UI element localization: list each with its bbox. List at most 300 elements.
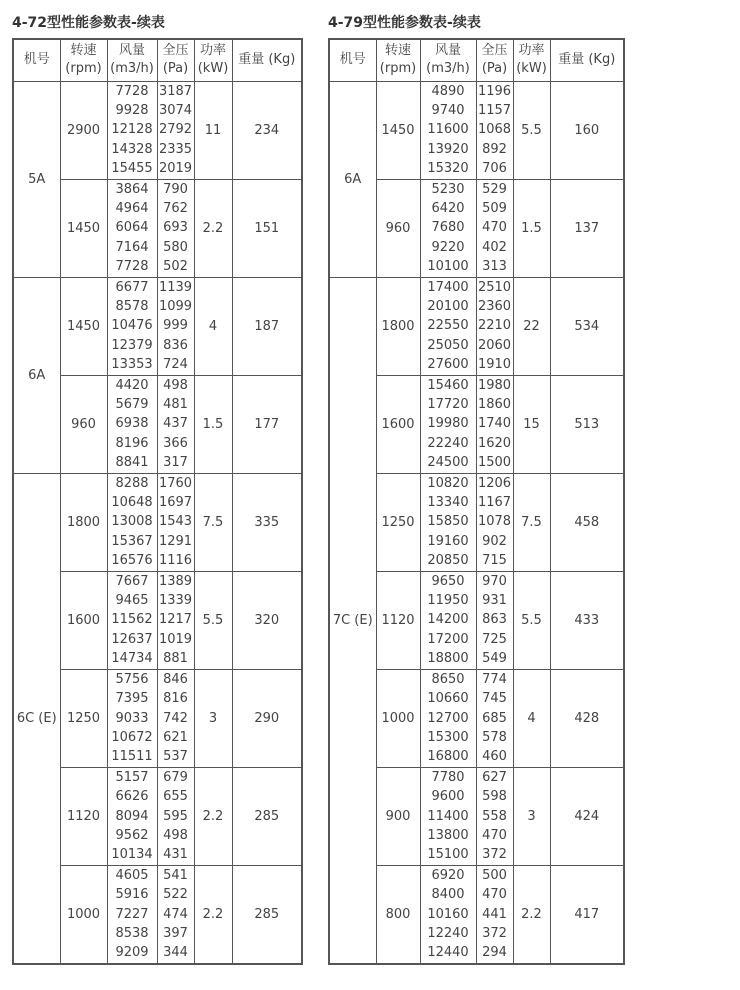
pressure-cell	[157, 375, 194, 473]
airflow-value: 9465	[115, 593, 149, 609]
airflow-value: 8094	[115, 808, 149, 824]
speed-cell: 960	[376, 179, 420, 277]
airflow-value: 19160	[427, 533, 469, 549]
airflow-value: 20850	[427, 553, 469, 569]
airflow-value: 8400	[431, 887, 465, 903]
header-unit: (kW)	[197, 61, 229, 77]
airflow-value: 13800	[427, 827, 469, 843]
airflow-value: 20100	[427, 298, 469, 314]
header-label: 风量	[434, 43, 461, 59]
pressure-value: 1157	[477, 102, 512, 118]
power-cell: 2.2	[513, 865, 550, 964]
pressure-value: 2019	[158, 161, 193, 177]
airflow-value: 13008	[111, 514, 153, 530]
right-table-title: 4-79型性能参数表-续表	[328, 15, 481, 31]
pressure-value: 598	[482, 789, 507, 805]
power-cell: 5.5	[513, 571, 550, 669]
weight-cell: 151	[232, 179, 302, 277]
speed-cell: 1450	[60, 277, 107, 375]
pressure-value: 294	[482, 945, 507, 961]
pressure-value: 3074	[158, 102, 193, 118]
pressure-value: 1116	[158, 553, 193, 569]
weight-cell: 177	[232, 375, 302, 473]
airflow-value: 22240	[427, 435, 469, 451]
header-label: 风量	[118, 43, 145, 59]
header-unit: (rpm)	[379, 61, 417, 77]
pressure-value: 366	[163, 435, 188, 451]
power-cell: 22	[513, 277, 550, 375]
pressure-value: 1217	[158, 612, 193, 628]
weight-cell: 285	[232, 865, 302, 964]
airflow-value: 5157	[115, 769, 149, 785]
airflow-value: 12379	[111, 337, 153, 353]
pressure-value: 1980	[477, 377, 512, 393]
airflow-value: 8538	[115, 925, 149, 941]
pressure-value: 902	[482, 533, 507, 549]
pressure-value: 313	[482, 259, 507, 275]
pressure-value: 706	[482, 161, 507, 177]
weight-cell: 417	[550, 865, 624, 964]
airflow-value: 9033	[115, 710, 149, 726]
airflow-cell	[420, 473, 476, 571]
header-row	[329, 39, 624, 81]
pressure-value: 745	[482, 691, 507, 707]
airflow-value: 6064	[115, 220, 149, 236]
header-row	[13, 39, 302, 81]
header-model	[13, 39, 60, 81]
pressure-cell	[157, 473, 194, 571]
pressure-cell	[476, 767, 513, 865]
header-label: 重量 (Kg)	[558, 52, 616, 68]
airflow-value: 10476	[111, 318, 153, 334]
airflow-value: 7680	[431, 220, 465, 236]
airflow-value: 5756	[115, 671, 149, 687]
pressure-cell	[157, 767, 194, 865]
pressure-value: 715	[482, 553, 507, 569]
airflow-cell	[107, 865, 157, 964]
model-cell: 6A	[13, 277, 60, 473]
header-label: 重量 (Kg)	[238, 52, 296, 68]
table-row	[13, 81, 302, 179]
model-cell: 6C (E)	[13, 473, 60, 964]
speed-cell: 1800	[376, 277, 420, 375]
airflow-value: 11950	[427, 593, 469, 609]
pressure-value: 2060	[477, 337, 512, 353]
airflow-value: 4890	[431, 83, 465, 99]
table-row	[329, 277, 624, 375]
pressure-value: 970	[482, 573, 507, 589]
airflow-value: 19980	[427, 416, 469, 432]
pressure-value: 509	[482, 200, 507, 216]
speed-cell: 800	[376, 865, 420, 964]
airflow-value: 16800	[427, 749, 469, 765]
pressure-value: 1760	[158, 475, 193, 491]
airflow-value: 9209	[115, 945, 149, 961]
pressure-value: 498	[163, 827, 188, 843]
airflow-value: 11511	[111, 749, 153, 765]
header-unit: (Pa)	[481, 61, 508, 77]
airflow-value: 10672	[111, 729, 153, 745]
airflow-cell	[420, 865, 476, 964]
header-pressure	[157, 39, 194, 81]
pressure-value: 470	[482, 827, 507, 843]
header-weight	[550, 39, 624, 81]
pressure-value: 1167	[477, 495, 512, 511]
airflow-value: 10648	[111, 495, 153, 511]
airflow-value: 15850	[427, 514, 469, 530]
pressure-value: 725	[482, 631, 507, 647]
speed-cell: 1450	[376, 81, 420, 179]
airflow-value: 22550	[427, 318, 469, 334]
airflow-value: 8196	[115, 435, 149, 451]
weight-cell: 137	[550, 179, 624, 277]
power-cell: 2.2	[194, 179, 232, 277]
model-cell: 6A	[329, 81, 376, 277]
pressure-value: 1620	[477, 435, 512, 451]
airflow-value: 14200	[427, 612, 469, 628]
airflow-value: 7227	[115, 906, 149, 922]
pressure-value: 522	[163, 887, 188, 903]
airflow-value: 10160	[427, 906, 469, 922]
pressure-value: 2510	[477, 279, 512, 295]
pressure-value: 1500	[477, 455, 512, 471]
airflow-cell	[420, 179, 476, 277]
header-label: 转速	[384, 43, 411, 59]
pressure-value: 627	[482, 769, 507, 785]
table-row	[13, 277, 302, 375]
airflow-value: 5679	[115, 397, 149, 412]
pressure-value: 437	[163, 416, 188, 432]
airflow-value: 8841	[115, 455, 149, 471]
airflow-value: 8288	[115, 475, 149, 491]
pressure-value: 685	[482, 710, 507, 726]
power-cell: 4	[194, 277, 232, 375]
airflow-value: 12637	[111, 631, 153, 647]
airflow-cell	[107, 81, 157, 179]
speed-cell: 2900	[60, 81, 107, 179]
airflow-value: 9740	[431, 102, 465, 118]
pressure-value: 655	[163, 789, 188, 805]
pressure-value: 846	[163, 671, 188, 687]
airflow-value: 15320	[427, 161, 469, 177]
airflow-value: 12128	[111, 122, 153, 138]
pressure-value: 2360	[477, 298, 512, 314]
airflow-value: 6420	[431, 200, 465, 216]
pressure-value: 470	[482, 220, 507, 236]
weight-cell: 513	[550, 375, 624, 473]
weight-cell: 234	[232, 81, 302, 179]
power-cell: 1.5	[194, 375, 232, 473]
airflow-value: 27600	[427, 357, 469, 373]
airflow-value: 17200	[427, 631, 469, 647]
weight-cell: 335	[232, 473, 302, 571]
airflow-value: 9562	[115, 827, 149, 843]
airflow-value: 15367	[111, 533, 153, 549]
left-table-title: 4-72型性能参数表-续表	[12, 15, 165, 31]
power-cell: 1.5	[513, 179, 550, 277]
header-label: 功率	[518, 43, 545, 59]
airflow-value: 10134	[111, 847, 153, 863]
pressure-value: 1291	[158, 533, 193, 549]
airflow-value: 25050	[427, 337, 469, 353]
airflow-value: 15460	[427, 377, 469, 393]
pressure-value: 1206	[477, 475, 512, 491]
header-label: 全压	[481, 43, 508, 59]
power-cell: 4	[513, 669, 550, 767]
airflow-value: 7164	[115, 239, 149, 255]
header-label: 机号	[339, 52, 366, 68]
speed-cell: 1120	[376, 571, 420, 669]
pressure-value: 1196	[477, 83, 512, 99]
speed-cell: 1000	[376, 669, 420, 767]
table-row	[13, 473, 302, 571]
pressure-value: 500	[482, 867, 507, 883]
pressure-value: 537	[163, 749, 188, 765]
pressure-value: 1019	[158, 631, 193, 647]
power-cell: 3	[194, 669, 232, 767]
header-unit: (rpm)	[65, 61, 102, 77]
weight-cell: 428	[550, 669, 624, 767]
airflow-value: 6938	[115, 416, 149, 432]
pressure-cell	[476, 81, 513, 179]
airflow-value: 3864	[115, 181, 149, 197]
power-cell: 11	[194, 81, 232, 179]
pressure-value: 816	[163, 691, 188, 707]
airflow-cell	[107, 473, 157, 571]
pressure-value: 2335	[158, 141, 193, 157]
airflow-value: 14328	[111, 141, 153, 157]
pressure-value: 580	[163, 239, 188, 255]
power-cell: 7.5	[513, 473, 550, 571]
pressure-value: 595	[163, 808, 188, 824]
pressure-value: 1543	[158, 514, 193, 530]
airflow-value: 6920	[431, 867, 465, 883]
pressure-cell	[157, 865, 194, 964]
pressure-value: 679	[163, 769, 188, 785]
airflow-value: 12240	[427, 925, 469, 941]
pressure-value: 1389	[158, 573, 193, 589]
header-speed	[60, 39, 107, 81]
airflow-value: 18800	[427, 651, 469, 667]
speed-cell: 960	[60, 375, 107, 473]
airflow-value: 9650	[431, 573, 465, 589]
pressure-value: 529	[482, 181, 507, 197]
pressure-value: 441	[482, 906, 507, 922]
pressure-value: 931	[482, 593, 507, 609]
power-cell: 5.5	[194, 571, 232, 669]
weight-cell: 285	[232, 767, 302, 865]
header-speed	[376, 39, 420, 81]
pressure-value: 549	[482, 651, 507, 667]
pressure-value: 578	[482, 729, 507, 745]
header-label: 全压	[162, 43, 189, 59]
airflow-cell	[107, 375, 157, 473]
header-power	[194, 39, 232, 81]
pressure-value: 3187	[158, 83, 193, 99]
power-cell: 3	[513, 767, 550, 865]
right-spec-table	[328, 38, 625, 965]
airflow-value: 5916	[115, 887, 149, 903]
pressure-value: 836	[163, 337, 188, 353]
pressure-cell	[476, 473, 513, 571]
header-label: 功率	[199, 43, 226, 59]
pressure-value: 621	[163, 729, 188, 745]
pressure-value: 1099	[158, 298, 193, 314]
model-cell: 7C (E)	[329, 277, 376, 964]
pressure-value: 742	[163, 710, 188, 726]
header-weight	[232, 39, 302, 81]
pressure-cell	[476, 179, 513, 277]
pressure-value: 724	[163, 357, 188, 373]
airflow-value: 6626	[115, 789, 149, 805]
model-cell: 5A	[13, 81, 60, 277]
pressure-value: 693	[163, 220, 188, 236]
airflow-value: 17400	[427, 279, 469, 295]
header-label: 转速	[70, 43, 97, 59]
airflow-cell	[420, 375, 476, 473]
airflow-value: 4420	[115, 377, 149, 393]
airflow-value: 13340	[427, 495, 469, 511]
header-power	[513, 39, 550, 81]
pressure-cell	[476, 865, 513, 964]
pressure-value: 790	[163, 181, 188, 197]
speed-cell: 1250	[60, 669, 107, 767]
speed-cell: 1250	[376, 473, 420, 571]
pressure-value: 502	[163, 259, 188, 275]
pressure-value: 344	[163, 945, 188, 961]
pressure-value: 2792	[158, 122, 193, 138]
airflow-value: 9928	[115, 102, 149, 118]
airflow-value: 5230	[431, 181, 465, 197]
pressure-value: 1860	[477, 397, 512, 412]
pressure-cell	[476, 669, 513, 767]
airflow-value: 8650	[431, 671, 465, 687]
power-cell: 2.2	[194, 767, 232, 865]
header-unit: (m3/h)	[426, 61, 470, 77]
speed-cell: 900	[376, 767, 420, 865]
pressure-value: 402	[482, 239, 507, 255]
header-label: 机号	[23, 52, 50, 68]
pressure-value: 881	[163, 651, 188, 667]
pressure-cell	[476, 375, 513, 473]
airflow-value: 10820	[427, 475, 469, 491]
airflow-value: 6677	[115, 279, 149, 295]
airflow-value: 11400	[427, 808, 469, 824]
pressure-value: 460	[482, 749, 507, 765]
pressure-cell	[157, 179, 194, 277]
header-unit: (Pa)	[162, 61, 189, 77]
pressure-value: 1910	[477, 357, 512, 373]
pressure-value: 372	[482, 847, 507, 863]
airflow-value: 16576	[111, 553, 153, 569]
header-pressure	[476, 39, 513, 81]
weight-cell: 320	[232, 571, 302, 669]
airflow-value: 10100	[427, 259, 469, 275]
pressure-value: 2210	[477, 318, 512, 334]
header-unit: (kW)	[516, 61, 547, 77]
airflow-value: 7395	[115, 691, 149, 707]
pressure-value: 1740	[477, 416, 512, 432]
airflow-value: 15300	[427, 729, 469, 745]
speed-cell: 1600	[60, 571, 107, 669]
power-cell: 7.5	[194, 473, 232, 571]
airflow-cell	[420, 277, 476, 375]
airflow-cell	[107, 277, 157, 375]
airflow-value: 7667	[115, 573, 149, 589]
airflow-cell	[107, 767, 157, 865]
airflow-value: 4964	[115, 200, 149, 216]
pressure-value: 1078	[477, 514, 512, 530]
speed-cell: 1120	[60, 767, 107, 865]
pressure-value: 762	[163, 200, 188, 216]
pressure-value: 863	[482, 612, 507, 628]
weight-cell: 424	[550, 767, 624, 865]
speed-cell: 1000	[60, 865, 107, 964]
airflow-value: 15100	[427, 847, 469, 863]
pressure-value: 892	[482, 141, 507, 157]
power-cell: 5.5	[513, 81, 550, 179]
airflow-value: 11562	[111, 612, 153, 628]
pressure-value: 1139	[158, 279, 193, 295]
pressure-value: 999	[163, 318, 188, 334]
pressure-value: 1068	[477, 122, 512, 138]
airflow-value: 12440	[427, 945, 469, 961]
pressure-cell	[157, 81, 194, 179]
pressure-value: 372	[482, 925, 507, 941]
pressure-value: 397	[163, 925, 188, 941]
header-airflow	[420, 39, 476, 81]
pressure-value: 1697	[158, 495, 193, 511]
airflow-value: 10660	[427, 691, 469, 707]
pressure-cell	[157, 669, 194, 767]
left-spec-table	[12, 38, 303, 965]
pressure-value: 774	[482, 671, 507, 687]
speed-cell: 1450	[60, 179, 107, 277]
airflow-value: 9220	[431, 239, 465, 255]
pressure-value: 498	[163, 377, 188, 393]
airflow-value: 11600	[427, 122, 469, 138]
header-airflow	[107, 39, 157, 81]
power-cell: 15	[513, 375, 550, 473]
airflow-value: 14734	[111, 651, 153, 667]
right-section	[328, 0, 625, 965]
airflow-value: 7728	[115, 83, 149, 99]
pressure-value: 470	[482, 887, 507, 903]
airflow-cell	[107, 179, 157, 277]
airflow-value: 12700	[427, 710, 469, 726]
header-unit: (m3/h)	[110, 61, 154, 77]
airflow-cell	[420, 669, 476, 767]
airflow-value: 7780	[431, 769, 465, 785]
pressure-cell	[476, 571, 513, 669]
airflow-cell	[107, 669, 157, 767]
airflow-value: 17720	[427, 397, 469, 412]
table-row	[329, 81, 624, 179]
pressure-cell	[157, 571, 194, 669]
airflow-value: 4605	[115, 867, 149, 883]
airflow-value: 9600	[431, 789, 465, 805]
airflow-value: 24500	[427, 455, 469, 471]
pressure-value: 558	[482, 808, 507, 824]
weight-cell: 160	[550, 81, 624, 179]
weight-cell: 534	[550, 277, 624, 375]
pressure-cell	[476, 277, 513, 375]
left-section	[12, 0, 303, 965]
airflow-cell	[420, 81, 476, 179]
weight-cell: 187	[232, 277, 302, 375]
airflow-cell	[107, 571, 157, 669]
pressure-value: 474	[163, 906, 188, 922]
